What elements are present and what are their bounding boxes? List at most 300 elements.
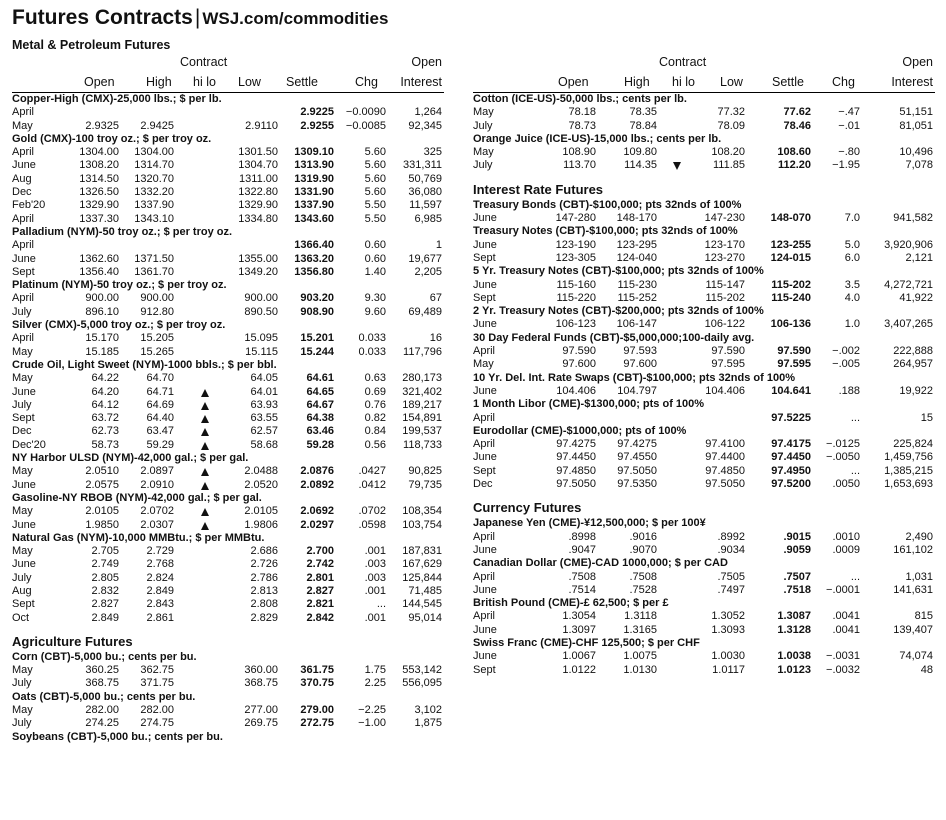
oi-cell: 69,489 xyxy=(408,305,442,318)
open-cell: 282.00 xyxy=(85,704,119,717)
oi-cell: 41,922 xyxy=(899,291,933,304)
table-row xyxy=(12,677,444,690)
month-cell: July xyxy=(12,571,32,584)
high-cell: .7528 xyxy=(629,583,657,596)
month-cell: July xyxy=(473,119,493,132)
table-row xyxy=(12,346,444,359)
settle-cell: 112.20 xyxy=(777,159,811,172)
open-cell: 1.0122 xyxy=(562,663,596,676)
chg-cell: 5.0 xyxy=(844,238,860,251)
open-cell: 97.4450 xyxy=(556,451,596,464)
high-cell: 115-252 xyxy=(617,291,657,304)
settle-cell: .9059 xyxy=(783,543,811,556)
oi-cell: 144,545 xyxy=(402,598,442,611)
open-cell: 58.73 xyxy=(91,438,119,451)
high-cell: 1343.10 xyxy=(134,212,174,225)
table-row xyxy=(473,239,935,252)
high-cell: 115-230 xyxy=(617,278,657,291)
high-cell: 2.861 xyxy=(146,611,174,624)
chg-cell: ... xyxy=(850,570,860,583)
open-cell: 360.25 xyxy=(85,664,119,677)
right-table-header xyxy=(473,54,935,93)
open-cell: 64.20 xyxy=(91,385,119,398)
contract-label: Treasury Notes (CBT)-$100,000; pts 32nds of 100% xyxy=(473,225,738,238)
contract-heading xyxy=(473,517,935,530)
table-row xyxy=(12,266,444,279)
month-cell: May xyxy=(12,505,33,518)
oi-cell: 3,920,906 xyxy=(884,238,933,251)
contract-heading xyxy=(12,492,444,505)
table-row xyxy=(12,704,444,717)
high-cell: 97.593 xyxy=(623,345,657,358)
oi-cell: 11,597 xyxy=(409,199,442,212)
contract-heading xyxy=(473,225,935,238)
low-cell: 1311.00 xyxy=(239,172,278,185)
open-cell: 1337.30 xyxy=(79,212,119,225)
open-cell: 2.9325 xyxy=(85,119,119,132)
month-cell: May xyxy=(12,704,33,717)
low-cell: 2.808 xyxy=(250,598,278,611)
high-cell: 1371.50 xyxy=(134,252,174,265)
low-cell: 62.57 xyxy=(250,425,278,438)
open-cell: 1304.00 xyxy=(79,146,119,159)
high-cell: 900.00 xyxy=(140,292,174,305)
month-cell: May xyxy=(12,664,33,677)
settle-cell: 115-202 xyxy=(771,278,811,291)
settle-cell: 97.4950 xyxy=(771,464,811,477)
chg-cell: −1.95 xyxy=(832,159,860,172)
oi-cell: 1,385,215 xyxy=(884,464,933,477)
open-cell: 123-190 xyxy=(555,238,596,251)
chg-cell: .0009 xyxy=(832,543,860,556)
month-cell: April xyxy=(12,146,35,159)
oi-cell: 117,796 xyxy=(403,345,442,358)
oi-cell: 15 xyxy=(920,411,933,424)
table-row xyxy=(473,478,935,491)
open-interest-header-top: Open xyxy=(411,55,442,69)
high-cell: 1.3118 xyxy=(624,610,657,623)
chg-cell: −.0032 xyxy=(826,663,860,676)
low-cell: .9034 xyxy=(717,543,745,556)
oi-cell: 108,354 xyxy=(402,505,442,518)
contract-label: NY Harbor ULSD (NYM)-42,000 gal.; $ per gal. xyxy=(12,452,249,465)
table-row xyxy=(12,425,444,438)
site-link[interactable]: WSJ.com/commodities xyxy=(202,9,389,28)
month-cell: Sept xyxy=(473,291,496,304)
high-cell: 63.47 xyxy=(146,425,174,438)
open-cell: 147-280 xyxy=(555,212,596,225)
month-cell: June xyxy=(473,318,497,331)
month-cell: May xyxy=(12,119,33,132)
chg-cell: −.0001 xyxy=(826,583,860,596)
month-cell: Dec xyxy=(12,425,32,438)
contract-label: 5 Yr. Treasury Notes (CBT)-$100,000; pts 32nds of 100% xyxy=(473,265,764,278)
high-cell: 148-170 xyxy=(616,212,657,225)
settle-cell: 2.9225 xyxy=(300,106,334,119)
settle-cell: 115-240 xyxy=(771,291,811,304)
settle-cell: 2.801 xyxy=(306,571,334,584)
oi-cell: 67 xyxy=(429,292,442,305)
contract-label: Natural Gas (NYM)-10,000 MMBtu.; $ per MMBtu. xyxy=(12,531,265,544)
settle-cell: 97.5200 xyxy=(771,478,811,491)
open-cell: 1329.90 xyxy=(79,199,119,212)
chg-cell: 7.0 xyxy=(844,212,860,225)
chg-cell: 5.50 xyxy=(364,199,386,212)
month-cell: May xyxy=(12,545,33,558)
contract-heading xyxy=(12,651,444,664)
chg-cell: −0.0090 xyxy=(345,106,386,119)
low-cell: 2.686 xyxy=(250,545,278,558)
oi-cell: 154,891 xyxy=(402,412,442,425)
contract-heading xyxy=(12,691,444,704)
settle-cell: 1366.40 xyxy=(294,239,334,252)
chg-header: Chg xyxy=(355,75,378,89)
settle-cell: 2.827 xyxy=(306,584,334,597)
low-cell: 2.726 xyxy=(250,558,278,571)
settle-cell: 1363.20 xyxy=(294,252,334,265)
chg-cell: −.0125 xyxy=(826,438,860,451)
oi-cell: 2,121 xyxy=(905,251,933,264)
chg-cell: ... xyxy=(850,411,860,424)
table-row xyxy=(473,292,935,305)
table-row xyxy=(12,479,444,492)
chg-cell: .003 xyxy=(364,571,386,584)
contract-label: Crude Oil, Light Sweet (NYM)-1000 bbls.; $ per bbl. xyxy=(12,358,277,371)
settle-cell: 124-015 xyxy=(770,251,811,264)
open-cell: 1314.50 xyxy=(79,172,119,185)
chg-cell: 0.63 xyxy=(364,372,386,385)
chg-cell: −.0050 xyxy=(826,451,860,464)
open-cell: 15.185 xyxy=(85,345,119,358)
high-cell: 1332.20 xyxy=(134,186,174,199)
settle-cell: 1337.90 xyxy=(294,199,334,212)
oi-cell: 1,653,693 xyxy=(884,478,933,491)
table-row xyxy=(12,372,444,385)
high-cell: 2.729 xyxy=(146,545,174,558)
table-row xyxy=(473,358,935,371)
right-table xyxy=(473,54,935,677)
contract-heading xyxy=(473,637,935,650)
settle-cell: 104.641 xyxy=(771,384,811,397)
chg-cell: .0050 xyxy=(832,478,860,491)
low-cell: 106-122 xyxy=(704,318,745,331)
left-table xyxy=(12,54,444,744)
low-cell: 890.50 xyxy=(244,305,278,318)
month-cell: June xyxy=(473,623,497,636)
contract-label: Gold (CMX)-100 troy oz.; $ per troy oz. xyxy=(12,132,212,145)
settle-cell: 279.00 xyxy=(300,704,334,717)
contract-heading xyxy=(473,557,935,570)
chg-cell: .0427 xyxy=(358,465,386,478)
contract-header: Contract xyxy=(180,55,228,69)
settle-cell: 2.742 xyxy=(306,558,334,571)
settle-cell: 97.590 xyxy=(777,345,811,358)
oi-cell: 139,407 xyxy=(893,623,933,636)
month-cell: Dec xyxy=(12,186,32,199)
month-cell: Sept xyxy=(12,265,35,278)
chg-cell: .001 xyxy=(364,545,386,558)
chg-cell: 9.30 xyxy=(364,292,386,305)
contract-label: Orange Juice (ICE-US)-15,000 lbs.; cents per lb. xyxy=(473,132,722,145)
low-cell: 1329.90 xyxy=(238,199,278,212)
high-cell: 362.75 xyxy=(140,664,174,677)
low-cell: 147-230 xyxy=(704,212,745,225)
settle-cell: 97.4175 xyxy=(771,438,811,451)
contract-label: 1 Month Libor (CME)-$1300,000; pts of 100% xyxy=(473,398,705,411)
contract-label: Soybeans (CBT)-5,000 bu.; cents per bu. xyxy=(12,730,223,743)
open-cell: 63.72 xyxy=(91,412,119,425)
month-cell: Aug xyxy=(12,172,32,185)
open-header: Open xyxy=(84,75,115,89)
oi-cell: 187,831 xyxy=(402,545,442,558)
open-cell: 2.705 xyxy=(91,545,119,558)
chg-cell: −.47 xyxy=(838,106,860,119)
table-row xyxy=(473,385,935,398)
table-row xyxy=(473,571,935,584)
settle-cell: 64.67 xyxy=(306,398,334,411)
high-cell: 1.0130 xyxy=(623,663,657,676)
table-row xyxy=(473,212,935,225)
high-cell: 2.0897 xyxy=(140,465,174,478)
month-cell: Sept xyxy=(12,412,35,425)
table-row xyxy=(473,650,935,663)
high-cell: 59.29 xyxy=(146,438,174,451)
month-cell: April xyxy=(12,332,35,345)
low-cell: 1.0030 xyxy=(711,650,745,663)
oi-cell: 161,102 xyxy=(893,543,933,556)
contract-heading xyxy=(12,731,444,744)
table-row xyxy=(12,253,444,266)
contract-label: Corn (CBT)-5,000 bu.; cents per bu. xyxy=(12,650,197,663)
table-row xyxy=(12,106,444,119)
high-cell: 15.265 xyxy=(140,345,174,358)
high-header: High xyxy=(624,75,650,89)
month-cell: June xyxy=(473,212,497,225)
contract-label: 30 Day Federal Funds (CBT)-$5,000,000;100-daily avg. xyxy=(473,331,755,344)
contract-label: Platinum (NYM)-50 troy oz.; $ per troy oz. xyxy=(12,279,227,292)
open-cell: 900.00 xyxy=(85,292,119,305)
settle-cell: 59.28 xyxy=(306,438,334,451)
table-row xyxy=(12,585,444,598)
settle-cell: 1343.60 xyxy=(294,212,334,225)
contract-heading xyxy=(473,372,935,385)
high-cell: 78.35 xyxy=(629,106,657,119)
high-cell: 64.70 xyxy=(146,372,174,385)
table-row xyxy=(12,572,444,585)
oi-cell: 556,095 xyxy=(402,677,442,690)
open-cell: 1326.50 xyxy=(79,186,119,199)
table-row xyxy=(12,545,444,558)
settle-cell: 1331.90 xyxy=(294,186,334,199)
low-header: Low xyxy=(238,75,261,89)
high-cell: 124-040 xyxy=(616,251,657,264)
contract-heading xyxy=(473,199,935,212)
settle-cell: .9015 xyxy=(783,530,811,543)
low-cell: 1.3093 xyxy=(711,623,745,636)
chg-cell: ... xyxy=(376,598,386,611)
chg-cell: .0412 xyxy=(358,478,386,491)
table-row xyxy=(12,146,444,159)
chg-cell: 1.0 xyxy=(844,318,860,331)
chg-cell: 5.60 xyxy=(364,186,386,199)
contract-label: Treasury Bonds (CBT)-$100,000; pts 32nds of 100% xyxy=(473,198,742,211)
month-cell: June xyxy=(473,543,497,556)
table-row xyxy=(12,173,444,186)
open-cell: 123-305 xyxy=(555,251,596,264)
hilo-header: hi lo xyxy=(193,75,216,89)
low-cell: 368.75 xyxy=(244,677,278,690)
contract-heading xyxy=(473,332,935,345)
table-row xyxy=(12,306,444,319)
open-cell: 896.10 xyxy=(85,305,119,318)
right-rows xyxy=(473,93,935,677)
open-cell: .7508 xyxy=(568,570,596,583)
low-cell: 58.68 xyxy=(250,438,278,451)
open-cell: 97.5050 xyxy=(556,478,596,491)
high-cell: 97.4275 xyxy=(617,438,657,451)
settle-cell: 108.60 xyxy=(777,146,811,159)
open-interest-header-top: Open xyxy=(902,55,933,69)
low-cell: .7497 xyxy=(717,583,745,596)
left-rows xyxy=(12,93,444,744)
oi-cell: 48 xyxy=(920,663,933,676)
month-cell: April xyxy=(473,438,496,451)
table-row xyxy=(12,439,444,452)
chg-cell: 5.50 xyxy=(364,212,386,225)
month-cell: June xyxy=(12,518,36,531)
high-cell: 912.80 xyxy=(140,305,174,318)
table-row xyxy=(473,159,935,172)
high-cell: 2.768 xyxy=(146,558,174,571)
high-cell: 2.0910 xyxy=(140,478,174,491)
low-cell: 2.813 xyxy=(250,584,278,597)
month-cell: April xyxy=(12,212,35,225)
oi-cell: 225,824 xyxy=(893,438,933,451)
open-cell: .7514 xyxy=(568,583,596,596)
high-cell: 97.4550 xyxy=(617,451,657,464)
oi-cell: 941,582 xyxy=(893,212,933,225)
contract-label: Oats (CBT)-5,000 bu.; cents per bu. xyxy=(12,690,196,703)
low-cell: 115-147 xyxy=(705,278,745,291)
high-cell: 1.3165 xyxy=(623,623,657,636)
chg-cell: −0.0085 xyxy=(345,119,386,132)
settle-cell: 15.244 xyxy=(300,345,334,358)
open-cell: 104.406 xyxy=(556,384,596,397)
low-cell: 97.5050 xyxy=(705,478,745,491)
low-cell: 77.32 xyxy=(717,106,745,119)
chg-cell: −.80 xyxy=(838,146,860,159)
table-row xyxy=(12,598,444,611)
low-cell: 97.4400 xyxy=(705,451,745,464)
low-cell: 63.93 xyxy=(250,398,278,411)
chg-cell: 0.60 xyxy=(364,252,386,265)
contract-heading xyxy=(12,279,444,292)
open-cell: 1.3054 xyxy=(562,610,596,623)
contract-heading xyxy=(12,532,444,545)
month-cell: June xyxy=(12,385,36,398)
month-cell: July xyxy=(12,398,32,411)
low-cell: 1322.80 xyxy=(238,186,278,199)
chg-cell: 0.82 xyxy=(364,412,386,425)
low-cell: 97.590 xyxy=(711,345,745,358)
low-cell: 78.09 xyxy=(717,119,745,132)
open-cell: 97.600 xyxy=(562,358,596,371)
open-cell: 274.25 xyxy=(85,717,119,730)
open-cell: 106-123 xyxy=(555,318,596,331)
month-cell: Dec'20 xyxy=(12,438,46,451)
low-cell: 123-170 xyxy=(704,238,745,251)
oi-cell: 7,078 xyxy=(905,159,933,172)
contract-heading xyxy=(12,319,444,332)
open-cell: 97.4275 xyxy=(556,438,596,451)
settle-cell: 1309.10 xyxy=(294,146,334,159)
table-row xyxy=(12,465,444,478)
contract-heading xyxy=(12,226,444,239)
high-cell: 114.35 xyxy=(624,159,657,172)
oi-cell: 92,345 xyxy=(408,119,442,132)
oi-cell: 222,888 xyxy=(893,345,933,358)
settle-cell: 370.75 xyxy=(300,677,334,690)
settle-cell: 15.201 xyxy=(300,332,334,345)
settle-cell: 361.75 xyxy=(300,664,334,677)
settle-cell: 123-255 xyxy=(770,238,811,251)
table-row xyxy=(12,186,444,199)
open-cell: 1.9850 xyxy=(85,518,119,531)
contract-label: 2 Yr. Treasury Notes (CBT)-$200,000; pts 32nds of 100% xyxy=(473,305,764,318)
open-cell: 1.3097 xyxy=(562,623,596,636)
month-cell: June xyxy=(12,252,36,265)
low-cell: 1349.20 xyxy=(238,265,278,278)
oi-cell: 264,957 xyxy=(893,358,933,371)
open-cell: 64.22 xyxy=(91,372,119,385)
chg-cell: .0010 xyxy=(832,530,860,543)
low-cell: 64.05 xyxy=(250,372,278,385)
month-cell: May xyxy=(473,106,494,119)
settle-cell: 2.0692 xyxy=(300,505,334,518)
section-heading: Currency Futures xyxy=(473,500,582,516)
high-cell: 97.5050 xyxy=(617,464,657,477)
month-cell: June xyxy=(473,238,497,251)
settle-cell: 1.3087 xyxy=(777,610,811,623)
oi-cell: 16 xyxy=(429,332,442,345)
contract-heading xyxy=(12,93,444,106)
open-cell: 2.827 xyxy=(91,598,119,611)
settle-cell: 903.20 xyxy=(300,292,334,305)
oi-cell: 3,407,265 xyxy=(884,318,933,331)
table-row xyxy=(473,279,935,292)
oi-cell: 90,825 xyxy=(408,465,442,478)
oi-cell: 1,459,756 xyxy=(884,451,933,464)
chg-cell: 0.033 xyxy=(358,345,386,358)
low-cell: 1.3052 xyxy=(711,610,745,623)
chg-cell: .0041 xyxy=(832,610,860,623)
low-cell: 2.786 xyxy=(250,571,278,584)
chg-cell: .0702 xyxy=(358,505,386,518)
oi-cell: 1 xyxy=(435,239,442,252)
table-row xyxy=(473,120,935,133)
settle-cell: 2.0892 xyxy=(300,478,334,491)
month-cell: July xyxy=(12,677,32,690)
low-cell: 1301.50 xyxy=(238,146,278,159)
hilo-header: hi lo xyxy=(672,75,695,89)
month-cell: June xyxy=(473,650,497,663)
month-cell: Dec xyxy=(473,478,493,491)
interest-header: Interest xyxy=(400,75,442,89)
low-cell: 277.00 xyxy=(244,704,278,717)
chg-cell: 5.60 xyxy=(364,172,386,185)
chg-cell: −.002 xyxy=(832,345,860,358)
settle-cell: 148-070 xyxy=(770,212,811,225)
